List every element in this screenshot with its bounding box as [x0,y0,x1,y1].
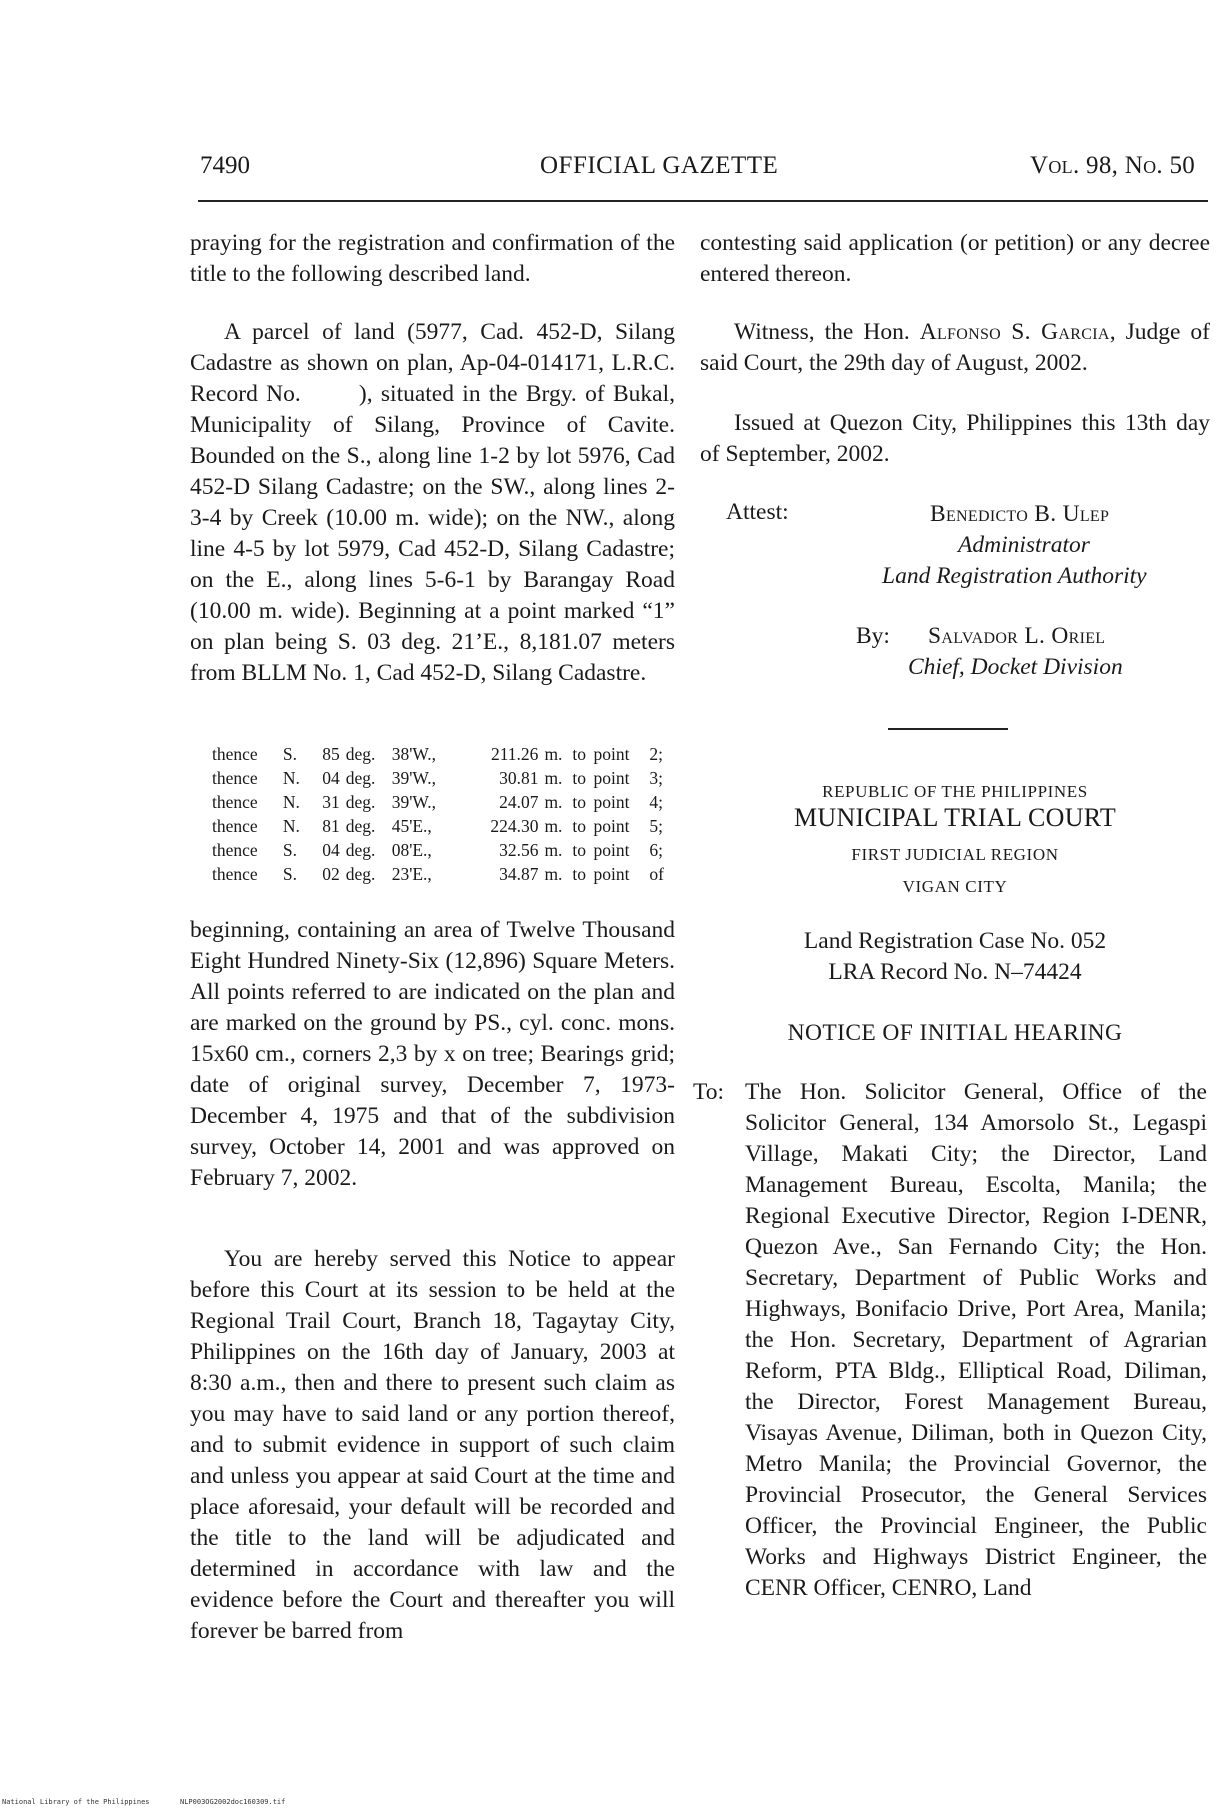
bearing-cell: m. [544,840,563,860]
left-para-parcel [190,317,675,689]
bearing-cell: 39'W., [391,792,437,812]
witness-prefix: Witness, the Hon. [734,319,910,345]
right-para-contesting-text: contesting said application (or petition) or any decree entered thereon. [700,230,1210,287]
case-number: Land Registration Case No. 052 [803,928,1107,954]
bearing-cell: to [572,744,586,764]
bearing-row [212,814,672,838]
bearing-cell: 04 [322,768,340,788]
footer-file: NLP003OG2002doc160309.tif [180,1798,286,1806]
bearing-row [212,862,672,886]
notice-title: NOTICE OF INITIAL HEARING [787,1020,1123,1046]
bearing-cell: m. [544,768,563,788]
bearing-cell: 224.30 [490,816,539,836]
bearing-cell: deg. [345,792,376,812]
left-para-notice-text: You are hereby served this Notice to appear before this Court at its session to be held at the Regional Trail Court, Branch 18, Tagaytay City, Philippines on the 16th day of January, 2003 at 8:30 a.m., then and there to present such claim as you may have to said land or any portion thereof, and to submit evidence in support of such claim and unless you appear at said Court at the time and place aforesaid, your default will be recorded and the title to the land will be adjudicated and determined in accordance with law and the evidence before the Court and thereafter you will forever be barred from [190,1246,675,1644]
left-para-notice [190,1244,675,1647]
bearing-cell: point [593,744,630,764]
bearing-cell: N. [282,768,300,788]
attest-title-administrator: Administrator [958,532,1090,558]
bearing-cell: point [593,768,630,788]
bearing-cell: m. [544,864,563,884]
bearing-cell: point [593,792,630,812]
bearing-cell: 81 [322,816,340,836]
bearing-cell: m. [544,816,563,836]
attest-title-lra: Land Registration Authority [882,563,1147,589]
left-para-praying-text: praying for the registration and confirmation of the title to the following described land. [190,230,675,287]
by-label: By: [856,623,890,649]
bearing-cell: thence [212,792,258,812]
judge-name: Alfonso S. Garcia [919,319,1110,345]
left-para-area-text: beginning, containing an area of Twelve Thousand Eight Hundred Ninety-Six (12,896) Square Meters. All points referred to are indicated on the plan and are marked on the ground by PS., cyl. conc. mons. 15x60 cm., corners 2,3 by x on tree; Bearings grid; date of original survey, December 7, 1973-December 4, 1975 and that of the subdivision survey, October 14, 2001 and was approved on February 7, 2002. [190,917,675,1191]
bearing-cell: 211.26 [490,744,539,764]
bearing-cell: thence [212,816,258,836]
bearings-table-grid [212,742,672,886]
right-para-witness-text [700,317,1210,379]
bearing-cell: deg. [345,744,376,764]
header-rule [198,200,1208,202]
bearing-row [212,742,672,766]
attest-name: Benedicto B. Ulep [930,501,1110,527]
bearing-cell: 45'E., [391,816,432,836]
bearing-cell: deg. [345,840,376,860]
bearing-cell: 23'E., [391,864,432,884]
witness-suffix: , Judge of said Court, the 29th day of August, 2002. [700,319,1210,376]
bearing-cell: 4; [649,792,663,812]
right-para-contesting [700,228,1210,290]
bearing-cell: 04 [322,840,340,860]
bearing-cell: S. [282,864,297,884]
bearing-cell: deg. [345,864,376,884]
bearing-cell: 6; [649,840,663,860]
republic-heading: REPUBLIC OF THE PHILIPPINES [822,782,1088,801]
footer-library: National Library of the Philippines [2,1798,150,1806]
by-title: Chief, Docket Division [908,654,1123,680]
bearing-cell: to [572,768,586,788]
bearing-cell: thence [212,768,258,788]
bearing-cell: 02 [322,864,340,884]
left-para-praying [190,228,675,290]
bearing-cell: m. [544,792,563,812]
bearing-row [212,838,672,862]
by-name: Salvador L. Oriel [928,623,1106,649]
bearing-cell: 34.87 [499,864,539,884]
bearings-table [212,742,672,886]
addressees-text: The Hon. Solicitor General, Office of the Solicitor General, 134 Amorsolo St., Legaspi Village, Makati City; the Director, Land Management Bureau, Escolta, Manila; the Regional Executive Director, Region I-DENR, Quezon Ave., San Fernando City; the Hon. Secretary, Department of Public Works and Highways, Bonifacio Drive, Port Area, Manila; the Hon. Secretary, Department of Agrarian Reform, PTA Bldg., Elliptical Road, Diliman, the Director, Forest Management Bureau, Visayas Avenue, Diliman, both in Quezon City, Metro Manila; the Provincial Governor, the Provincial Prosecutor, the General Services Officer, the Provincial Engineer, the Public Works and Highways District Engineer, the CENR Officer, CENRO, Land [745,1079,1207,1601]
addressees [745,1077,1207,1604]
attest-label: Attest: [726,499,789,525]
bearing-cell: deg. [345,816,376,836]
right-para-witness [700,317,1210,379]
bearing-cell: deg. [345,768,376,788]
bearing-cell: 08'E., [391,840,432,860]
bearing-cell: 31 [322,792,340,812]
bearing-cell: 32.56 [499,840,539,860]
bearing-row [212,790,672,814]
bearing-cell: of [649,864,664,884]
bearing-cell: thence [212,840,258,860]
bearing-cell: point [593,840,630,860]
region-heading: FIRST JUDICIAL REGION [851,845,1059,864]
volume-issue: Vol. 98, No. 50 [1030,152,1196,179]
bearing-cell: to [572,792,586,812]
bearing-cell: 5; [649,816,663,836]
city-heading: VIGAN CITY [902,877,1008,896]
bearing-cell: S. [282,744,297,764]
section-divider [888,728,1008,730]
bearing-cell: 2; [649,744,663,764]
bearing-cell: 38'W., [391,744,437,764]
bearing-cell: S. [282,840,297,860]
lra-record-number: LRA Record No. N–74424 [828,959,1082,985]
bearing-cell: 24.07 [499,792,539,812]
right-para-issued [700,408,1210,470]
bearing-cell: thence [212,864,258,884]
bearing-cell: 30.81 [499,768,539,788]
bearing-cell: point [593,864,630,884]
bearing-cell: N. [282,816,300,836]
left-para-parcel-text: A parcel of land (5977, Cad. 452-D, Silang Cadastre as shown on plan, Ap-04-014171, L.R.C. Record No. ), situated in the Brgy. of Bukal, Municipality of Silang, Province of Cavite. Bounded on the S., along line 1-2 by lot 5976, Cad 452-D Silang Cadastre; on the SW., along lines 2-3-4 by Creek (10.00 m. wide); on the NW., along line 4-5 by lot 5979, Cad 452-D, Silang Cadastre; on the E., along lines 5-6-1 by Barangay Road (10.00 m. wide). Beginning at a point marked “1” on plan being S. 03 deg. 21’E., 8,181.07 meters from BLLM No. 1, Cad 452-D, Silang Cadastre. [190,319,675,686]
bearing-cell: thence [212,744,258,764]
bearing-cell: to [572,864,586,884]
bearing-row [212,766,672,790]
gazette-title: OFFICIAL GAZETTE [540,152,779,179]
bearing-cell: N. [282,792,300,812]
bearing-cell: 3; [649,768,663,788]
bearing-cell: point [593,816,630,836]
right-para-issued-text: Issued at Quezon City, Philippines this 13th day of September, 2002. [700,410,1210,467]
bearing-cell: 39'W., [391,768,437,788]
court-heading: MUNICIPAL TRIAL COURT [793,803,1117,832]
bearing-cell: to [572,816,586,836]
bearing-cell: 85 [322,744,340,764]
to-label: To: [693,1079,724,1105]
bearing-cell: m. [544,744,563,764]
left-para-area [190,915,675,1194]
page-number: 7490 [200,152,250,179]
bearing-cell: to [572,840,586,860]
